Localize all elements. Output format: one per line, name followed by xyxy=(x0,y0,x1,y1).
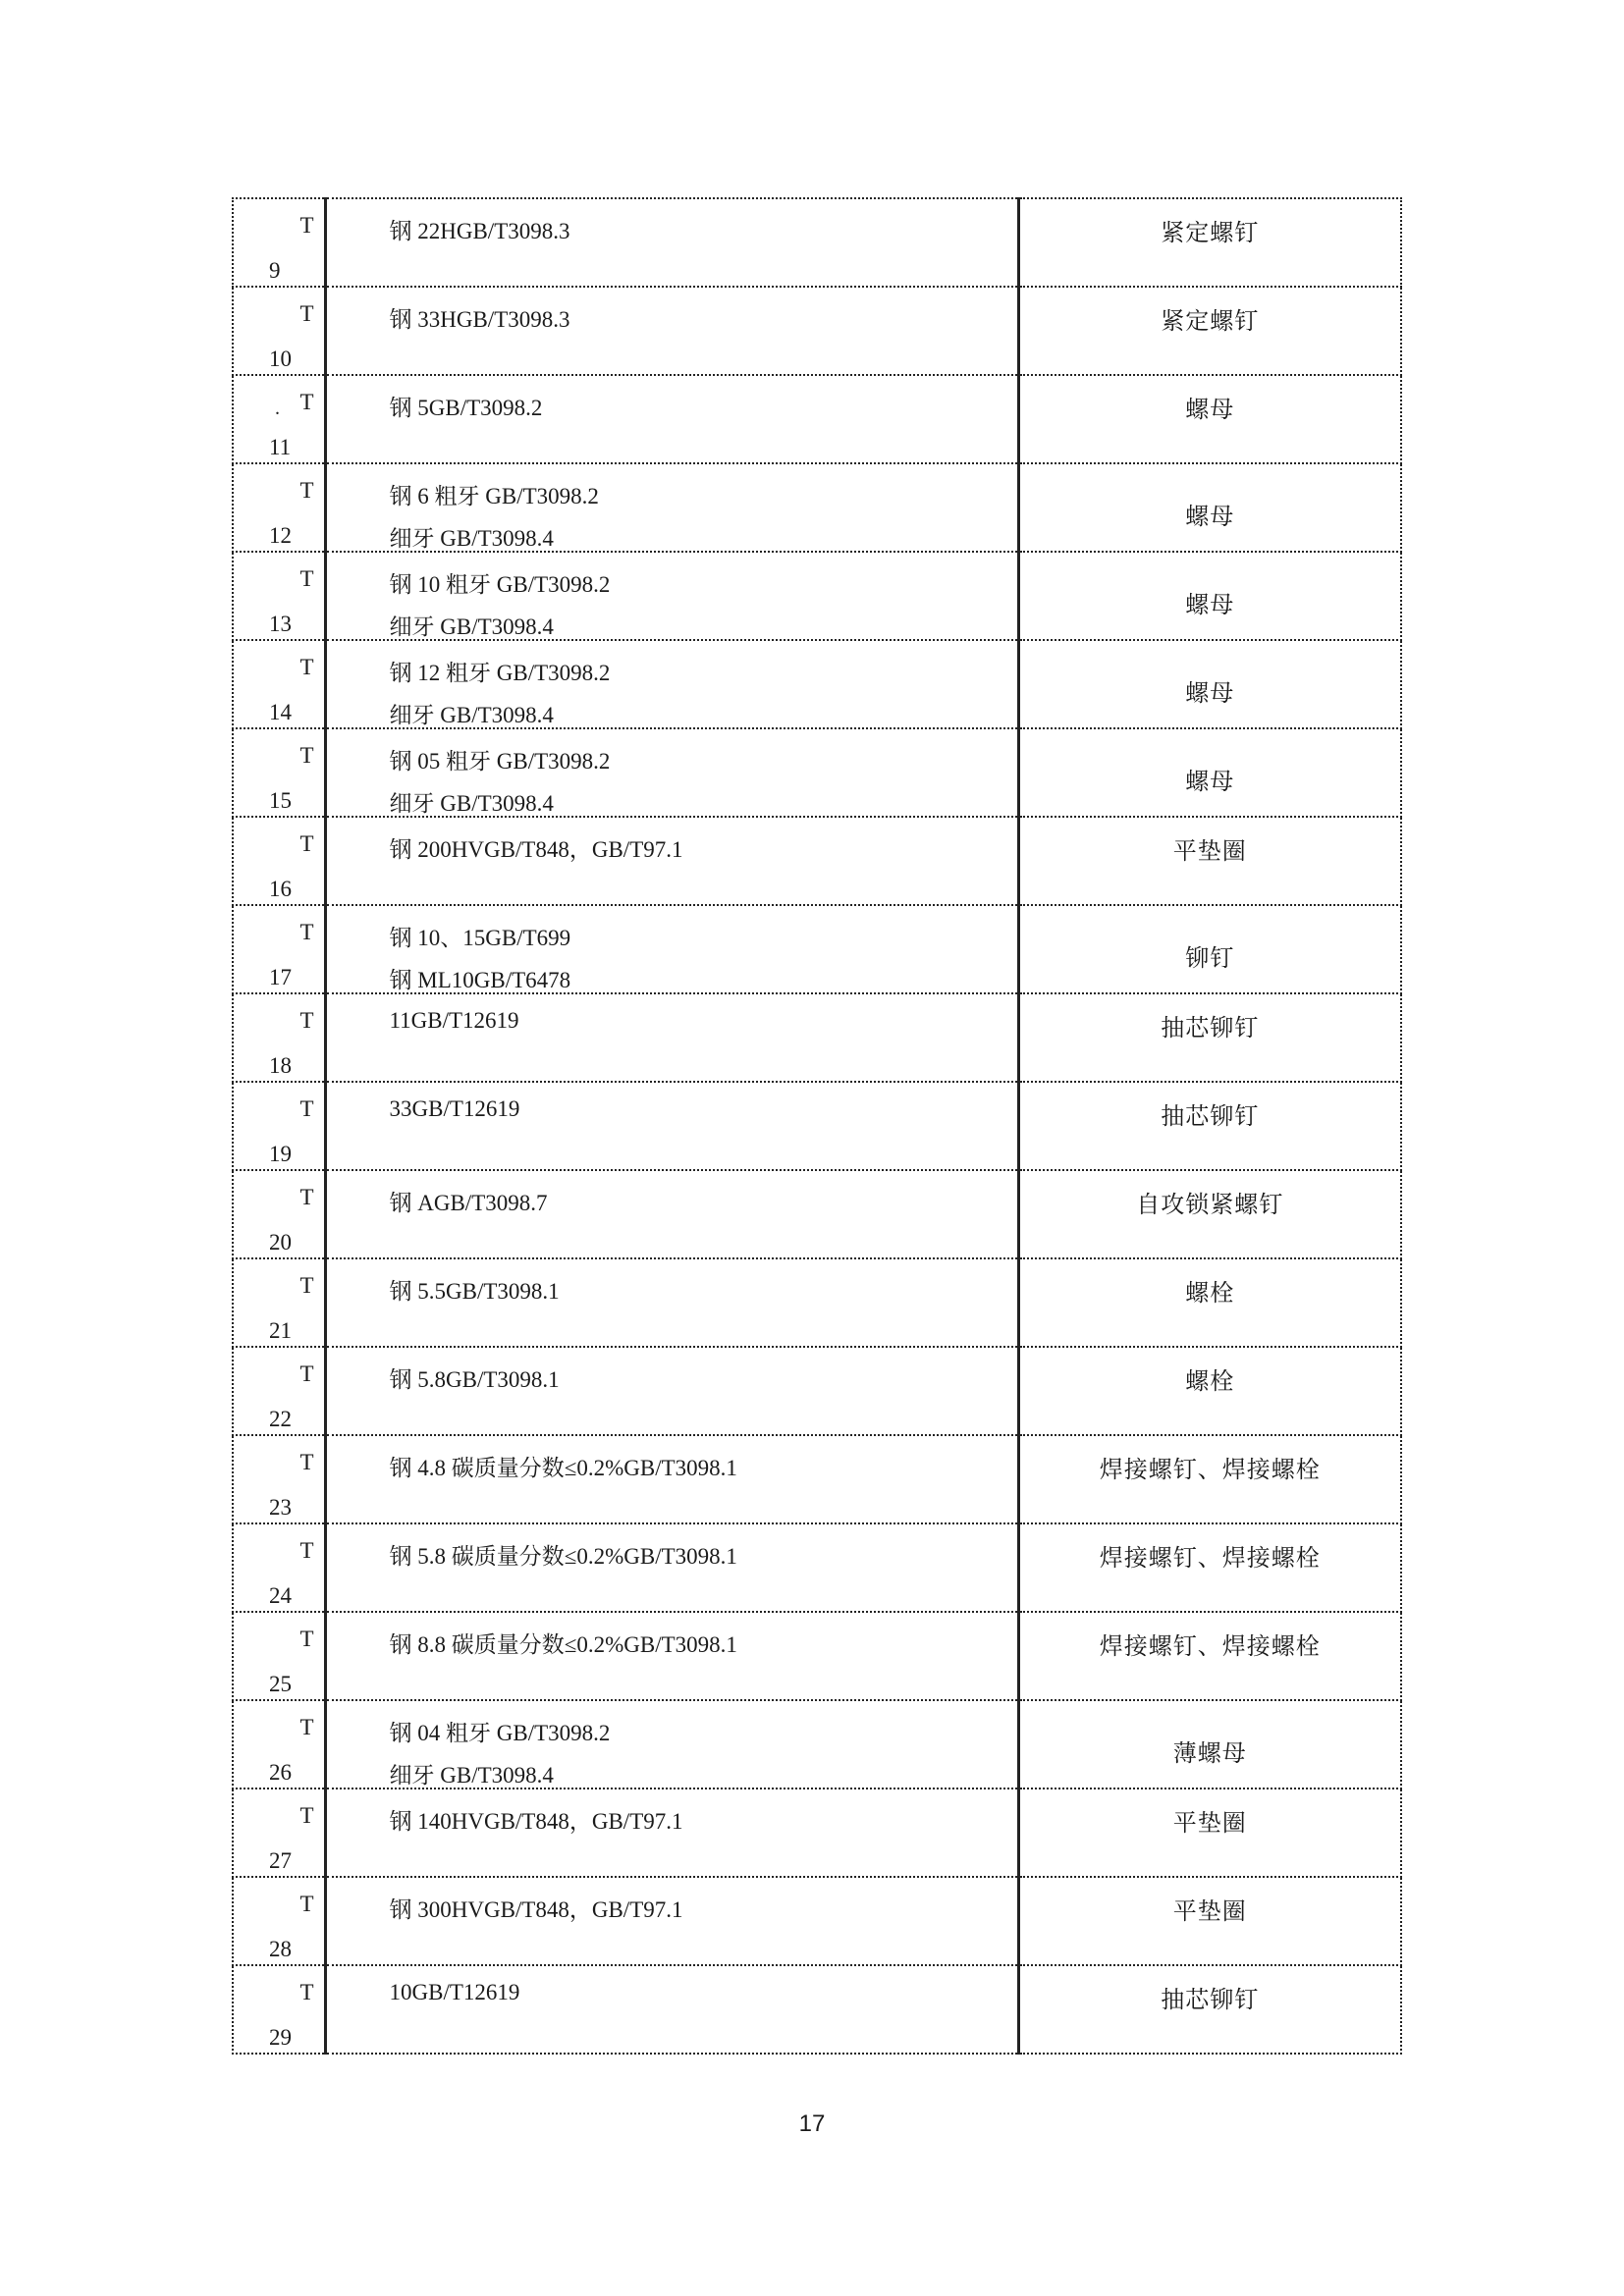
material-standard-cell xyxy=(325,375,1018,463)
part-name-cell xyxy=(1018,1082,1401,1170)
material-standard-line: 钢 ML10GB/T6478 xyxy=(389,968,571,992)
code-number: 22 xyxy=(269,1407,292,1431)
material-standard-cell xyxy=(325,1170,1018,1258)
part-name-cell xyxy=(1018,1877,1401,1965)
material-standard-line: 细牙 GB/T3098.4 xyxy=(389,703,554,727)
code-prefix: T xyxy=(299,655,314,679)
part-name-cell xyxy=(1018,817,1401,905)
part-name: 平垫圈 xyxy=(1172,839,1247,865)
code-number: 13 xyxy=(269,612,292,636)
part-name-cell xyxy=(1018,375,1401,463)
code-prefix: T xyxy=(299,1096,314,1121)
table-row xyxy=(233,287,1401,375)
code-number: 15 xyxy=(269,788,292,813)
material-standard-cell xyxy=(325,1877,1018,1965)
code-prefix: T xyxy=(299,1980,314,2004)
part-name: 紧定螺钉 xyxy=(1161,309,1260,335)
part-name: 螺母 xyxy=(1185,593,1235,618)
part-name-cell xyxy=(1018,1435,1401,1523)
code-cell xyxy=(233,1523,325,1612)
material-standard-line: 钢 5GB/T3098.2 xyxy=(389,396,543,420)
code-prefix: T xyxy=(299,743,314,768)
code-number: 23 xyxy=(269,1495,292,1520)
material-standard-line: 钢 4.8 碳质量分数≤0.2%GB/T3098.1 xyxy=(389,1456,737,1480)
code-mark: . xyxy=(275,398,280,419)
table-row xyxy=(233,463,1401,552)
code-cell xyxy=(233,1435,325,1523)
material-standard-cell xyxy=(325,552,1018,640)
material-standard-cell xyxy=(325,640,1018,728)
code-number: 20 xyxy=(269,1230,292,1255)
material-standard-line: 钢 5.5GB/T3098.1 xyxy=(389,1279,560,1304)
code-cell xyxy=(233,817,325,905)
material-standard-line: 钢 300HVGB/T848，GB/T97.1 xyxy=(389,1897,683,1922)
code-number: 9 xyxy=(269,258,281,283)
code-cell xyxy=(233,1612,325,1700)
table-row xyxy=(233,198,1401,287)
code-prefix: T xyxy=(299,566,314,591)
code-number: 21 xyxy=(269,1318,292,1343)
code-number: 25 xyxy=(269,1672,292,1696)
part-name: 抽芯铆钉 xyxy=(1161,1016,1260,1041)
part-name: 紧定螺钉 xyxy=(1161,221,1260,246)
part-name: 平垫圈 xyxy=(1172,1899,1247,1925)
table-body xyxy=(233,198,1401,2054)
page-number: 17 xyxy=(798,2110,826,2137)
code-number: 12 xyxy=(269,523,292,548)
table-row xyxy=(233,1789,1401,1877)
table-row xyxy=(233,1700,1401,1789)
table-row xyxy=(233,1523,1401,1612)
table-row xyxy=(233,375,1401,463)
code-number: 11 xyxy=(269,435,292,459)
code-cell xyxy=(233,1965,325,2054)
part-name-cell xyxy=(1018,198,1401,287)
part-name: 焊接螺钉、焊接螺栓 xyxy=(1099,1546,1321,1572)
part-name: 平垫圈 xyxy=(1172,1811,1247,1837)
code-prefix: T xyxy=(299,920,314,944)
material-standard-line: 细牙 GB/T3098.4 xyxy=(389,526,554,551)
table-row xyxy=(233,1612,1401,1700)
material-standard-line: 10GB/T12619 xyxy=(389,1980,520,2004)
code-number: 10 xyxy=(269,347,292,371)
material-standard-cell xyxy=(325,287,1018,375)
code-cell xyxy=(233,1877,325,1965)
material-standard-cell xyxy=(325,905,1018,993)
code-cell xyxy=(233,1700,325,1789)
code-cell xyxy=(233,1258,325,1347)
part-name: 焊接螺钉、焊接螺栓 xyxy=(1099,1458,1321,1483)
part-name-cell xyxy=(1018,1789,1401,1877)
material-standard-cell xyxy=(325,198,1018,287)
code-number: 27 xyxy=(269,1848,292,1873)
part-name-cell xyxy=(1018,1965,1401,2054)
part-name-cell xyxy=(1018,1523,1401,1612)
table-row xyxy=(233,1258,1401,1347)
code-prefix: T xyxy=(299,1008,314,1033)
part-name: 螺母 xyxy=(1185,770,1235,795)
code-prefix: T xyxy=(299,1715,314,1739)
code-prefix: T xyxy=(299,390,314,414)
table-row xyxy=(233,1347,1401,1435)
part-name: 螺栓 xyxy=(1185,1281,1235,1307)
material-standard-line: 钢 22HGB/T3098.3 xyxy=(389,219,570,243)
code-number: 14 xyxy=(269,700,292,724)
part-name: 螺母 xyxy=(1185,681,1235,707)
code-cell xyxy=(233,1347,325,1435)
code-cell xyxy=(233,375,325,463)
code-cell xyxy=(233,728,325,817)
material-standard-line: 细牙 GB/T3098.4 xyxy=(389,1763,554,1788)
material-standard-line: 钢 140HVGB/T848，GB/T97.1 xyxy=(389,1809,683,1834)
material-standard-cell xyxy=(325,1347,1018,1435)
part-name-cell xyxy=(1018,287,1401,375)
code-cell xyxy=(233,640,325,728)
material-standard-cell xyxy=(325,1700,1018,1789)
part-name-cell xyxy=(1018,1170,1401,1258)
code-cell xyxy=(233,1789,325,1877)
table-row xyxy=(233,993,1401,1082)
table-row xyxy=(233,1170,1401,1258)
part-name: 抽芯铆钉 xyxy=(1161,1104,1260,1130)
part-name-cell xyxy=(1018,1612,1401,1700)
code-number: 18 xyxy=(269,1053,292,1078)
part-name-cell xyxy=(1018,1347,1401,1435)
material-standard-line: 钢 10 粗牙 GB/T3098.2 xyxy=(389,572,611,597)
part-name: 螺母 xyxy=(1185,398,1235,423)
material-standard-cell xyxy=(325,1612,1018,1700)
material-standard-cell xyxy=(325,1523,1018,1612)
code-prefix: T xyxy=(299,1273,314,1298)
code-prefix: T xyxy=(299,301,314,326)
material-standard-cell xyxy=(325,817,1018,905)
part-name-cell xyxy=(1018,993,1401,1082)
material-standard-cell xyxy=(325,993,1018,1082)
part-name: 焊接螺钉、焊接螺栓 xyxy=(1099,1634,1321,1660)
code-prefix: T xyxy=(299,1362,314,1386)
code-number: 24 xyxy=(269,1583,292,1608)
part-name-cell xyxy=(1018,1258,1401,1347)
table-row xyxy=(233,1082,1401,1170)
material-standard-line: 钢 6 粗牙 GB/T3098.2 xyxy=(389,484,599,508)
table-row xyxy=(233,905,1401,993)
material-standard-line: 钢 8.8 碳质量分数≤0.2%GB/T3098.1 xyxy=(389,1632,737,1657)
code-number: 26 xyxy=(269,1760,292,1785)
code-prefix: T xyxy=(299,1538,314,1563)
table-row xyxy=(233,1877,1401,1965)
table-row xyxy=(233,728,1401,817)
code-cell xyxy=(233,905,325,993)
part-name: 螺母 xyxy=(1185,505,1235,530)
code-number: 28 xyxy=(269,1937,292,1961)
material-standard-line: 钢 33HGB/T3098.3 xyxy=(389,307,570,332)
part-name: 自攻锁紧螺钉 xyxy=(1136,1193,1284,1218)
table-row xyxy=(233,1965,1401,2054)
material-standard-cell xyxy=(325,1965,1018,2054)
material-standard-cell xyxy=(325,1435,1018,1523)
table-row xyxy=(233,640,1401,728)
code-prefix: T xyxy=(299,1892,314,1916)
code-cell xyxy=(233,287,325,375)
code-number: 17 xyxy=(269,965,292,989)
material-standard-cell xyxy=(325,728,1018,817)
code-prefix: T xyxy=(299,1185,314,1209)
table-row xyxy=(233,1435,1401,1523)
material-standard-line: 细牙 GB/T3098.4 xyxy=(389,614,554,639)
code-prefix: T xyxy=(299,1627,314,1651)
code-cell xyxy=(233,993,325,1082)
code-prefix: T xyxy=(299,1450,314,1474)
part-name: 螺栓 xyxy=(1185,1369,1235,1395)
material-standard-line: 钢 05 粗牙 GB/T3098.2 xyxy=(389,749,611,774)
material-standard-line: 钢 200HVGB/T848，GB/T97.1 xyxy=(389,837,683,862)
material-standard-line: 33GB/T12619 xyxy=(389,1096,520,1121)
table-row xyxy=(233,817,1401,905)
material-standard-cell xyxy=(325,463,1018,552)
code-number: 19 xyxy=(269,1142,292,1166)
material-standard-line: 11GB/T12619 xyxy=(389,1008,519,1033)
code-cell xyxy=(233,463,325,552)
material-standard-line: 钢 10、15GB/T699 xyxy=(389,926,571,950)
code-prefix: T xyxy=(299,831,314,856)
code-cell xyxy=(233,1170,325,1258)
material-standard-line: 钢 AGB/T3098.7 xyxy=(389,1191,548,1215)
code-number: 16 xyxy=(269,877,292,901)
code-prefix: T xyxy=(299,213,314,238)
material-standard-line: 钢 04 粗牙 GB/T3098.2 xyxy=(389,1721,611,1745)
material-standard-cell xyxy=(325,1789,1018,1877)
code-prefix: T xyxy=(299,1803,314,1828)
material-standard-line: 钢 5.8 碳质量分数≤0.2%GB/T3098.1 xyxy=(389,1544,737,1569)
material-standard-cell xyxy=(325,1258,1018,1347)
code-prefix: T xyxy=(299,478,314,503)
code-cell xyxy=(233,1082,325,1170)
code-cell xyxy=(233,198,325,287)
material-standard-line: 细牙 GB/T3098.4 xyxy=(389,791,554,816)
material-standard-line: 钢 5.8GB/T3098.1 xyxy=(389,1367,560,1392)
part-name: 铆钉 xyxy=(1185,946,1235,972)
material-standard-cell xyxy=(325,1082,1018,1170)
table-row xyxy=(233,552,1401,640)
fastener-material-table xyxy=(232,197,1402,2055)
code-cell xyxy=(233,552,325,640)
part-name: 抽芯铆钉 xyxy=(1161,1988,1260,2013)
part-name: 薄螺母 xyxy=(1172,1741,1247,1767)
material-standard-line: 钢 12 粗牙 GB/T3098.2 xyxy=(389,661,611,685)
code-number: 29 xyxy=(269,2025,292,2050)
